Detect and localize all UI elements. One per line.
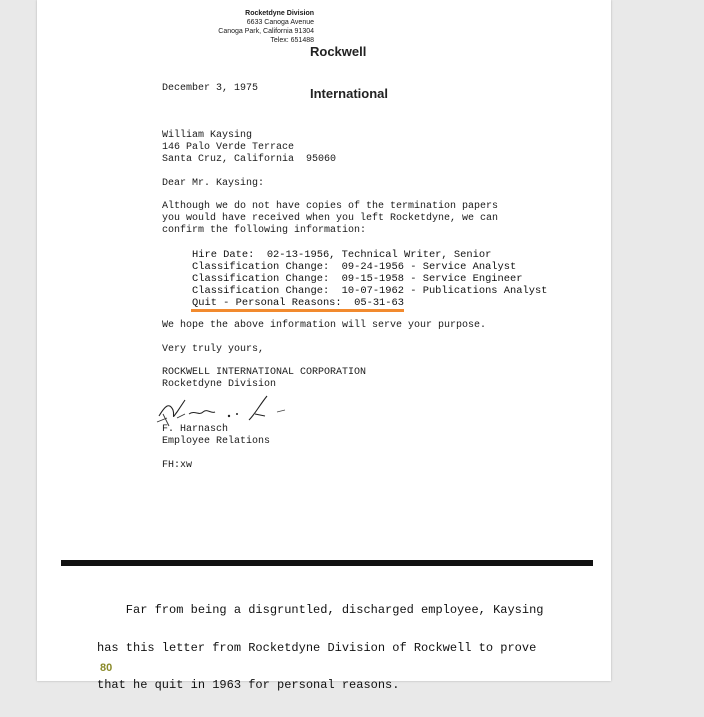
record-line-quit: Quit - Personal Reasons: 05-31-63 xyxy=(192,297,405,309)
valediction: Very truly yours, xyxy=(162,344,265,355)
recipient-line: Santa Cruz, California 95060 xyxy=(162,154,337,165)
body-line: you would have received when you left Rocketdyne, we can xyxy=(162,213,499,224)
record-line: Hire Date: 02-13-1956, Technical Writer, Senior xyxy=(192,249,492,261)
letterhead-address-line: 6633 Canoga Avenue xyxy=(246,19,314,26)
document-page xyxy=(37,0,611,692)
body-line: Although we do not have copies of the termination papers xyxy=(162,201,499,212)
company-logo xyxy=(310,17,388,129)
caption-line: Far from being a disgruntled, discharged employee, Kaysing xyxy=(97,603,544,617)
letter-date: December 3, 1975 xyxy=(162,83,259,94)
closing-note: We hope the above information will serve your purpose. xyxy=(162,320,487,331)
highlight-underline xyxy=(191,309,404,312)
caption xyxy=(97,579,577,717)
caption-line: that he quit in 1963 for personal reasons. xyxy=(97,678,400,692)
logo-line: International xyxy=(310,86,389,101)
company-line: ROCKWELL INTERNATIONAL CORPORATION xyxy=(162,367,367,378)
signer-line: F. Harnasch xyxy=(162,424,229,435)
logo-line: Rockwell xyxy=(310,44,367,59)
letterhead-address-line: Telex: 651488 xyxy=(270,37,314,44)
company-line: Rocketdyne Division xyxy=(162,379,277,390)
page-number: 80 xyxy=(100,662,113,674)
typist-initials: FH:xw xyxy=(162,460,193,471)
handwritten-signature xyxy=(155,392,295,428)
signer-line: Employee Relations xyxy=(162,436,271,447)
body-line: confirm the following information: xyxy=(162,225,367,236)
salutation: Dear Mr. Kaysing: xyxy=(162,178,265,189)
record-line: Classification Change: 10-07-1962 - Publications Analyst xyxy=(192,285,548,297)
recipient-line: William Kaysing xyxy=(162,130,253,141)
letterhead-division: Rocketdyne Division xyxy=(245,10,314,17)
letterhead-address-line: Canoga Park, California 91304 xyxy=(218,28,314,35)
section-divider xyxy=(61,560,593,566)
record-line: Classification Change: 09-15-1958 - Service Engineer xyxy=(192,273,523,285)
record-line: Classification Change: 09-24-1956 - Service Analyst xyxy=(192,261,517,273)
recipient-line: 146 Palo Verde Terrace xyxy=(162,142,295,153)
caption-line: has this letter from Rocketdyne Division of Rockwell to prove xyxy=(97,640,537,655)
